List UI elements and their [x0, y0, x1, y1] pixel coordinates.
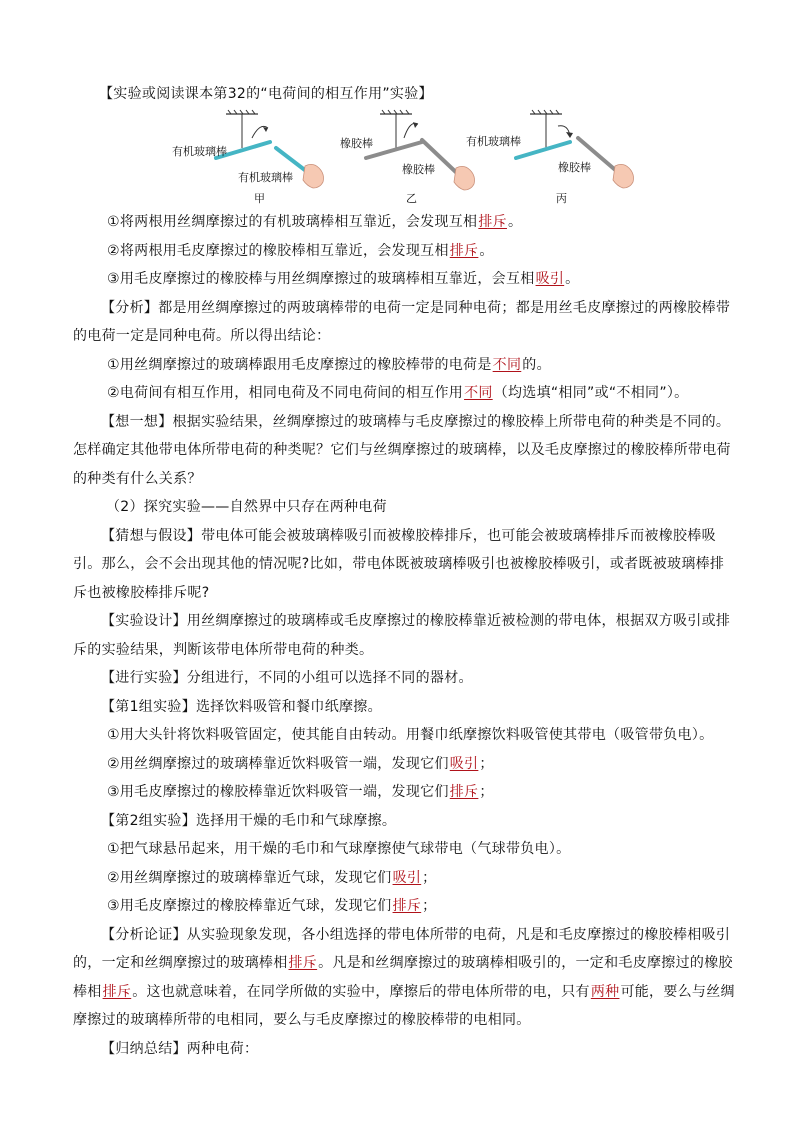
answer: 排斥: [478, 214, 507, 230]
text-line: ③用毛皮摩擦过的橡胶棒与用丝绸摩擦过的玻璃棒相互靠近，会互相吸引。: [107, 271, 580, 287]
answer: 吸引: [449, 756, 479, 772]
answer: 两种: [590, 984, 620, 1000]
text-line: ①用丝绸摩擦过的玻璃棒跟用毛皮摩擦过的橡胶棒带的电荷是不同的。: [107, 357, 551, 373]
text-line: 的，一定和丝绸摩擦过的玻璃棒相排斥。凡是和丝绸摩擦过的玻璃棒相吸引的，一定和毛皮摩擦过的橡胶: [73, 955, 733, 971]
text-line: 【归纳总结】两种电荷：: [101, 1041, 259, 1057]
answer: 不同: [492, 357, 522, 373]
answer: 排斥: [392, 898, 422, 914]
text-line: 【猜想与假设】带电体可能会被玻璃棒吸引而被橡胶棒排斥，也可能会被玻璃棒排斥而被橡胶棒吸: [101, 528, 716, 544]
label-jia-2: 有机玻璃棒: [238, 171, 293, 184]
answer: 排斥: [102, 984, 132, 1000]
caption-yi: 乙: [406, 192, 417, 205]
text-line: ①用大头针将饮料吸管固定，使其能自由转动。用餐巾纸摩擦饮料吸管使其带电（吸管带负电）。: [107, 727, 714, 743]
answer: 排斥: [288, 955, 318, 971]
text-line: 【第2组实验】选择用干燥的毛巾和气球摩擦。: [101, 813, 397, 829]
answer: 吸引: [392, 870, 422, 886]
text-line: 引。那么，会不会出现其他的情况呢?比如，带电体既被玻璃棒吸引也被橡胶棒吸引，或者既被玻璃棒排: [73, 556, 725, 572]
text-line: ③用毛皮摩擦过的橡胶棒靠近饮料吸管一端，发现它们排斥；: [107, 784, 494, 800]
caption-bing: 丙: [556, 192, 567, 205]
text-line: ①将两根用丝绸摩擦过的有机玻璃棒相互靠近，会发现互相排斥。: [107, 214, 523, 230]
text-line: 棒相排斥。这也就意味着，在同学所做的实验中，摩擦后的带电体所带的电，只有两种可能，要么与丝绸: [73, 984, 735, 1000]
section-heading: 【实验或阅读课本第32的“电荷间的相互作用”实验】: [99, 86, 433, 102]
text-line: ②电荷间有相互作用，相同电荷及不同电荷间的相互作用不同（均选填“相同”或“不相同”）。: [107, 385, 689, 401]
text-line: ②将两根用毛皮摩擦过的橡胶棒相互靠近，会发现互相排斥。: [107, 243, 494, 259]
text-line: ③用毛皮摩擦过的橡胶棒靠近气球，发现它们排斥；: [107, 898, 437, 914]
label-jia-1: 有机玻璃棒: [172, 145, 227, 158]
label-bing-1: 有机玻璃棒: [466, 135, 521, 148]
answer: 排斥: [449, 784, 479, 800]
figure-drawing: [160, 108, 650, 208]
text-line: 的种类有什么关系？: [73, 471, 202, 487]
text-line: ②用丝绸摩擦过的玻璃棒靠近气球，发现它们吸引；: [107, 870, 437, 886]
answer: 排斥: [449, 243, 479, 259]
text-line: ①把气球悬吊起来，用干燥的毛巾和气球摩擦使气球带电（气球带负电）。: [107, 841, 571, 857]
text-line: 摩擦过的玻璃棒所带的电相同，要么与毛皮摩擦过的橡胶棒带的电相同。: [73, 1012, 531, 1028]
text-line: 的电荷一定是同种电荷。所以得出结论：: [73, 328, 331, 344]
text-line: 怎样确定其他带电体所带电荷的种类呢？它们与丝绸摩擦过的玻璃棒，以及毛皮摩擦过的橡胶棒所带电荷: [73, 442, 731, 458]
text-line: 斥的实验结果，判断该带电体所带电荷的种类。: [73, 642, 374, 658]
text-line: 【实验设计】用丝绸摩擦过的玻璃棒或毛皮摩擦过的橡胶棒靠近被检测的带电体，根据双方吸引或排: [101, 613, 731, 629]
figure-bing: [516, 110, 634, 188]
text-line: 斥也被橡胶棒排斥呢?: [73, 585, 210, 601]
label-yi-1: 橡胶棒: [340, 137, 373, 150]
text-line: 【想一想】根据实验结果，丝绸摩擦过的玻璃棒与毛皮摩擦过的橡胶棒上所带电荷的种类是不同的。: [101, 414, 731, 430]
text-line: 【进行实验】分组进行，不同的小组可以选择不同的器材。: [101, 670, 473, 686]
text-line: 【分析论证】从实验现象发现，各小组选择的带电体所带的电荷，凡是和毛皮摩擦过的橡胶棒相吸引: [101, 927, 731, 943]
answer: 不同: [464, 385, 493, 401]
subsection-heading: （2）探究实验——自然界中只存在两种电荷: [106, 499, 387, 515]
text-line: ②用丝绸摩擦过的玻璃棒靠近饮料吸管一端，发现它们吸引；: [107, 756, 494, 772]
figure-yi: [366, 110, 475, 190]
experiment-figure: [160, 108, 650, 208]
label-yi-2: 橡胶棒: [402, 163, 435, 176]
text-line: 【第1组实验】选择饮料吸管和餐巾纸摩擦。: [101, 699, 382, 715]
text-line: 【分析】都是用丝绸摩擦过的两玻璃棒带的电荷一定是同种电荷；都是用丝毛皮摩擦过的两橡胶棒带: [101, 300, 731, 316]
caption-jia: 甲: [254, 192, 265, 205]
label-bing-2: 橡胶棒: [558, 161, 591, 174]
answer: 吸引: [535, 271, 565, 287]
